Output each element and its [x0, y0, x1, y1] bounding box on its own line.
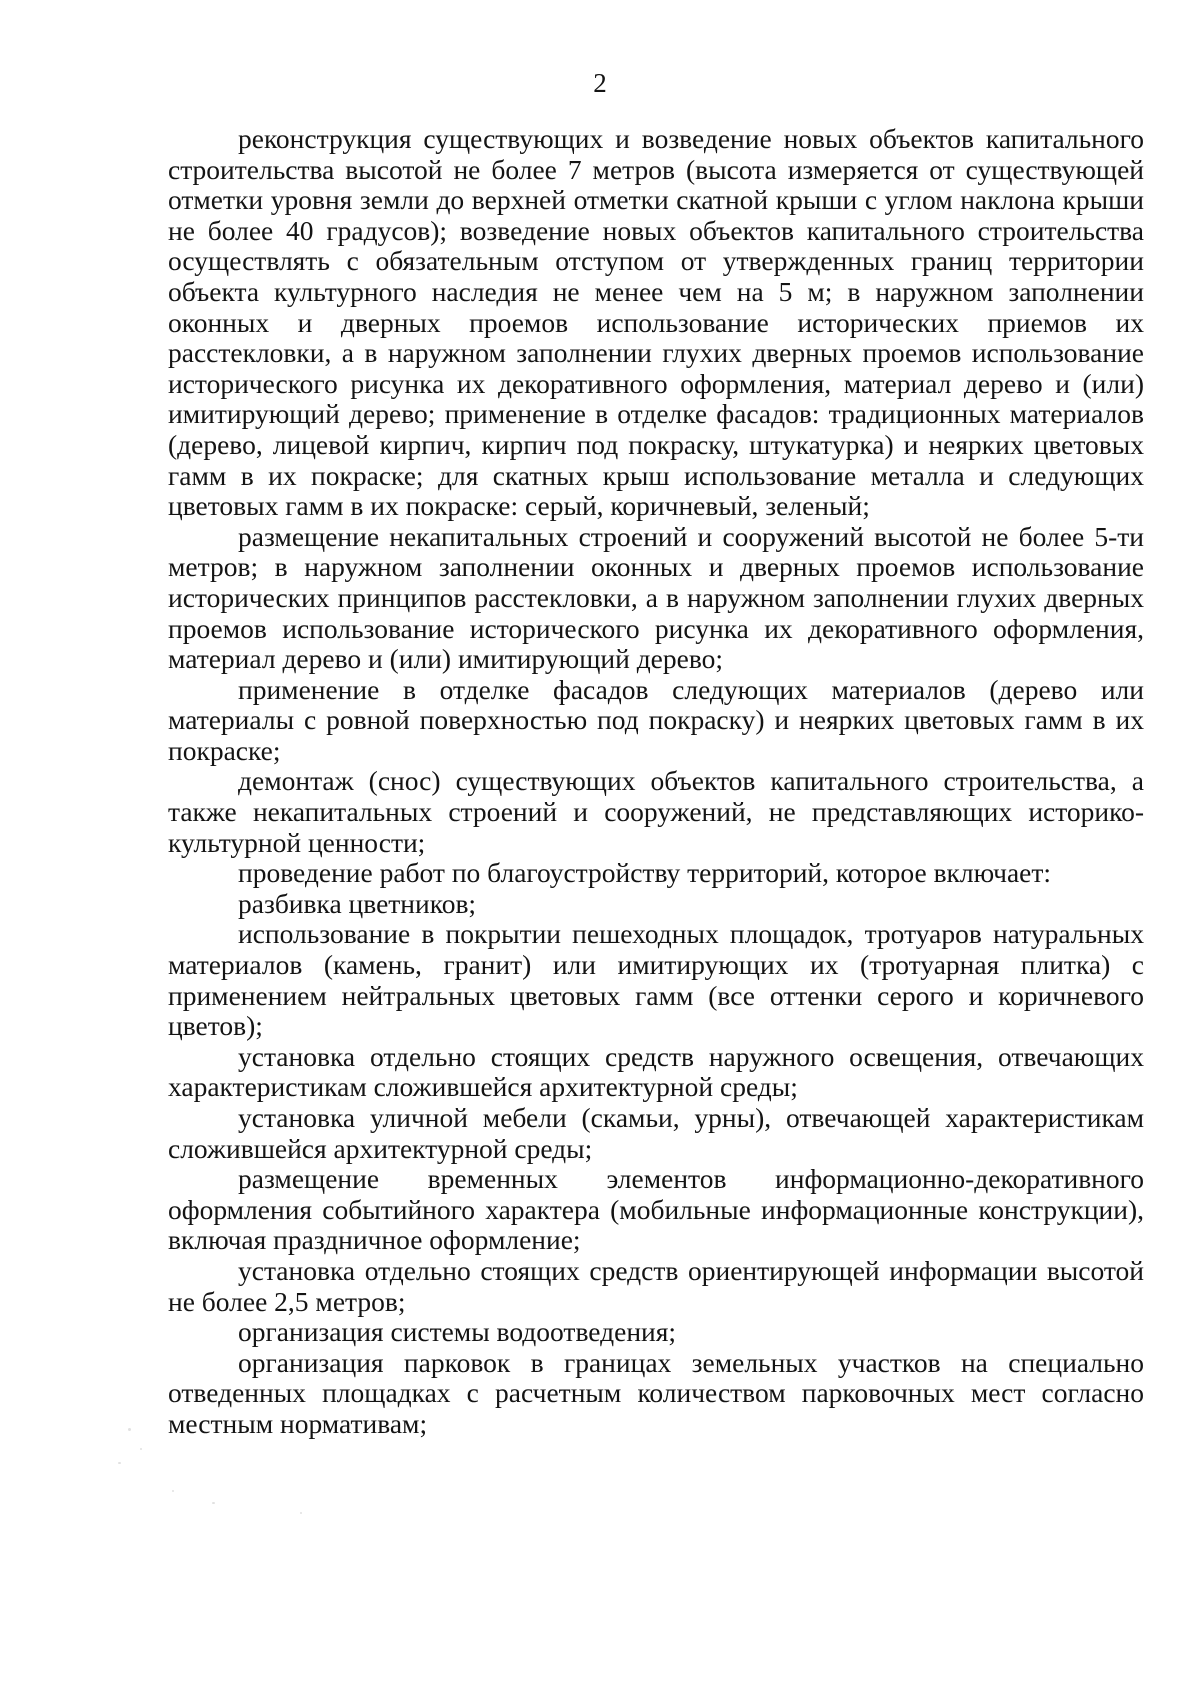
paragraph-signage: установка отдельно стоящих средств ориентирующей информации высотой не более 2,5 метров;	[168, 1254, 1144, 1317]
scan-speck	[128, 1428, 131, 1431]
scan-speck	[140, 1448, 142, 1450]
paragraph-demolition: демонтаж (снос) существующих объектов капитального строительства, а также некапитальных строений и сооружений, не представляющих историко-культурной ценности;	[168, 765, 1144, 858]
paragraph-flower-beds: разбивка цветников;	[238, 887, 477, 919]
scan-speck	[118, 1462, 121, 1464]
document-body	[168, 124, 1144, 1440]
paragraph-drainage: организация системы водоотведения;	[238, 1316, 677, 1348]
paragraph-temporary-decoration: размещение временных элементов информационно-декоративного оформления событийного характера (мобильные информационные конструкции), включая праздничное оформление;	[168, 1163, 1144, 1256]
paragraph-temporary-structures: размещение некапитальных строений и сооружений высотой не более 5-ти метров; в наружном заполнении оконных и дверных проемов использование исторических принципов расстекловки, а в наружном заполнении глухих дверных проемов использование исторического рисунка их декоративного оформления, материал дерево и (или) имитирующий дерево;	[168, 520, 1144, 675]
scan-speck	[300, 1512, 302, 1514]
page-number: 2	[593, 68, 607, 98]
paragraph-street-furniture: установка уличной мебели (скамьи, урны), отвечающей характеристикам сложившейся архитектурной среды;	[168, 1102, 1144, 1164]
paragraph-pavement: использование в покрытии пешеходных площадок, тротуаров натуральных материалов (камень, гранит) или имитирующих их (тротуарная плитка) с применением нейтральных цветовых гамм (все оттенки серого и коричневого цветов);	[168, 918, 1144, 1042]
paragraph-facade-materials: применение в отделке фасадов следующих материалов (дерево или материалы с ровной поверхностью под покраску) и неярких цветовых гамм в их покраске;	[168, 673, 1144, 766]
paragraph-reconstruction: реконструкция существующих и возведение новых объектов капитального строительства высотой не более 7 метров (высота измеряется от существующей отметки уровня земли до верхней отметки скатной крыши с углом наклона крыши не более 40 градусов); возведение новых объектов капитального строительства осуществлять с обязательным отступом от утвержденных границ территории объекта культурного наследия не менее чем на 5 м; в наружном заполнении оконных и дверных проемов использование исторических приемов их расстекловки, а в наружном заполнении глухих дверных проемов использование исторического рисунка их декоративного оформления, материал дерево и (или) имитирующий дерево; применение в отделке фасадов: традиционных материалов (дерево, лицевой кирпич, кирпич под покраску, штукатурка) и неярких цветовых гамм в их покраске; для скатных крыш использование металла и следующих цветовых гамм в их покраске: серый, коричневый, зеленый;	[168, 123, 1144, 522]
paragraph-lighting: установка отдельно стоящих средств наружного освещения, отвечающих характеристикам сложившейся архитектурной среды;	[168, 1040, 1144, 1103]
paragraph-landscaping-intro: проведение работ по благоустройству территорий, которое включает:	[238, 857, 1052, 889]
scan-speck	[212, 1502, 215, 1504]
paragraph-parking: организация парковок в границах земельных участков на специально отведенных площадках с расчетным количеством парковочных мест согласно местным нормативам;	[168, 1346, 1144, 1439]
scan-speck	[172, 1490, 174, 1492]
